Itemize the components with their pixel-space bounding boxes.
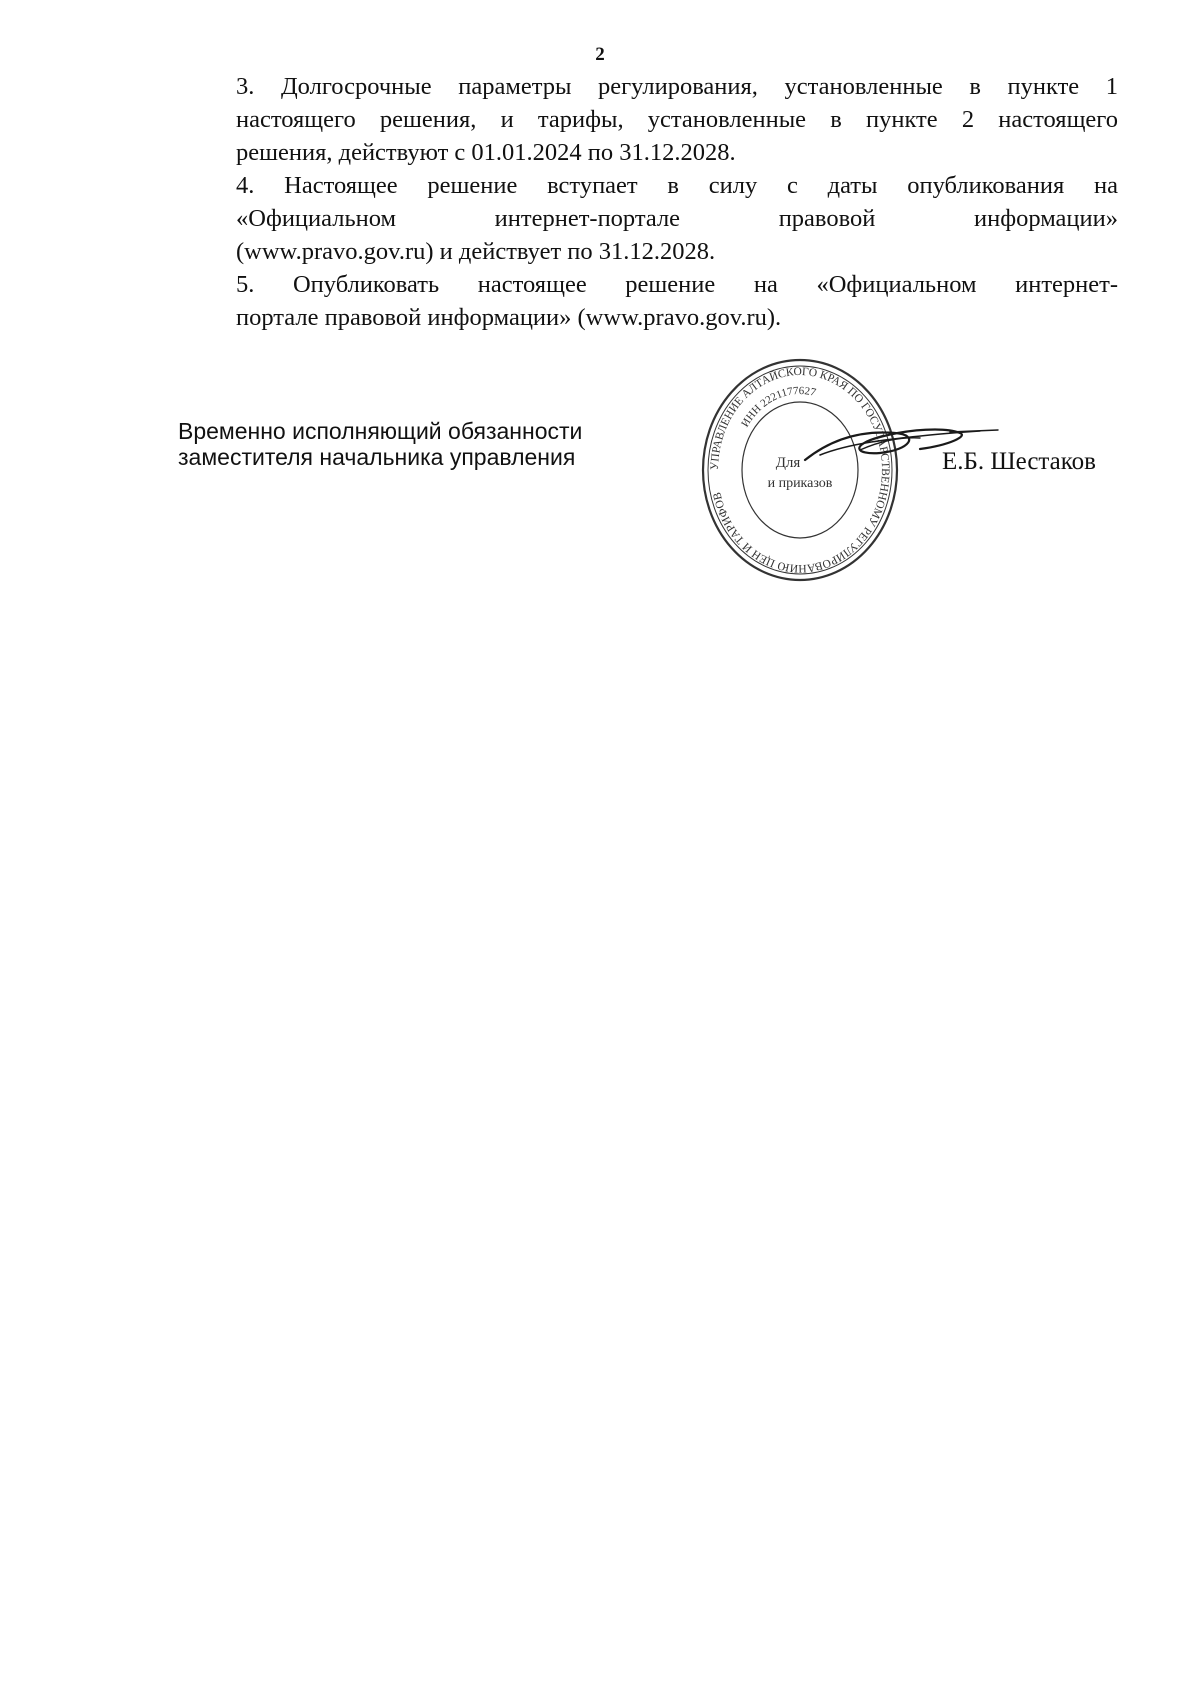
document-body <box>178 70 1118 334</box>
paragraph-line: (www.pravo.gov.ru) и действует по 31.12.2028. <box>236 238 716 265</box>
signatory-name: Е.Б. Шестаков <box>942 448 1096 475</box>
paragraph-3 <box>178 70 1118 169</box>
stamp-inn-text: ИНН 2221177627 <box>739 384 818 430</box>
signatory-position <box>178 418 582 470</box>
paragraph-line: 4. Настоящее решение вступает в силу с даты опубликования на <box>236 172 1118 199</box>
paragraph-5 <box>178 268 1118 334</box>
stamp-center-text: и приказов <box>767 476 833 491</box>
paragraph-line: решения, действуют с 01.01.2024 по 31.12.2028. <box>236 139 736 166</box>
paragraph-line: 5. Опубликовать настоящее решение на «Официальном интернет- <box>236 271 1118 298</box>
stamp-center-text: Для <box>775 455 801 471</box>
paragraph-line: 3. Долгосрочные параметры регулирования, установленные в пункте 1 <box>236 73 1118 100</box>
paragraph-line: «Официальном интернет-портале правовой информации» <box>236 205 1118 232</box>
paragraph-4 <box>178 169 1118 268</box>
signatory-position-line: заместителя начальника управления <box>178 444 576 470</box>
stamp-outer-text: УПРАВЛЕНИЕ АЛТАЙСКОГО КРАЯ ПО ГОСУДАРСТВЕННОМУ РЕГУЛИРОВАНИЮ ЦЕН И ТАРИФОВ <box>708 365 892 575</box>
paragraph-line: портале правовой информации» (www.pravo.gov.ru). <box>236 304 782 331</box>
paragraph-line: настоящего решения, и тарифы, установленные в пункте 2 настоящего <box>236 106 1118 133</box>
page-number: 2 <box>595 44 605 65</box>
signatory-position-line: Временно исполняющий обязанности <box>178 418 583 444</box>
